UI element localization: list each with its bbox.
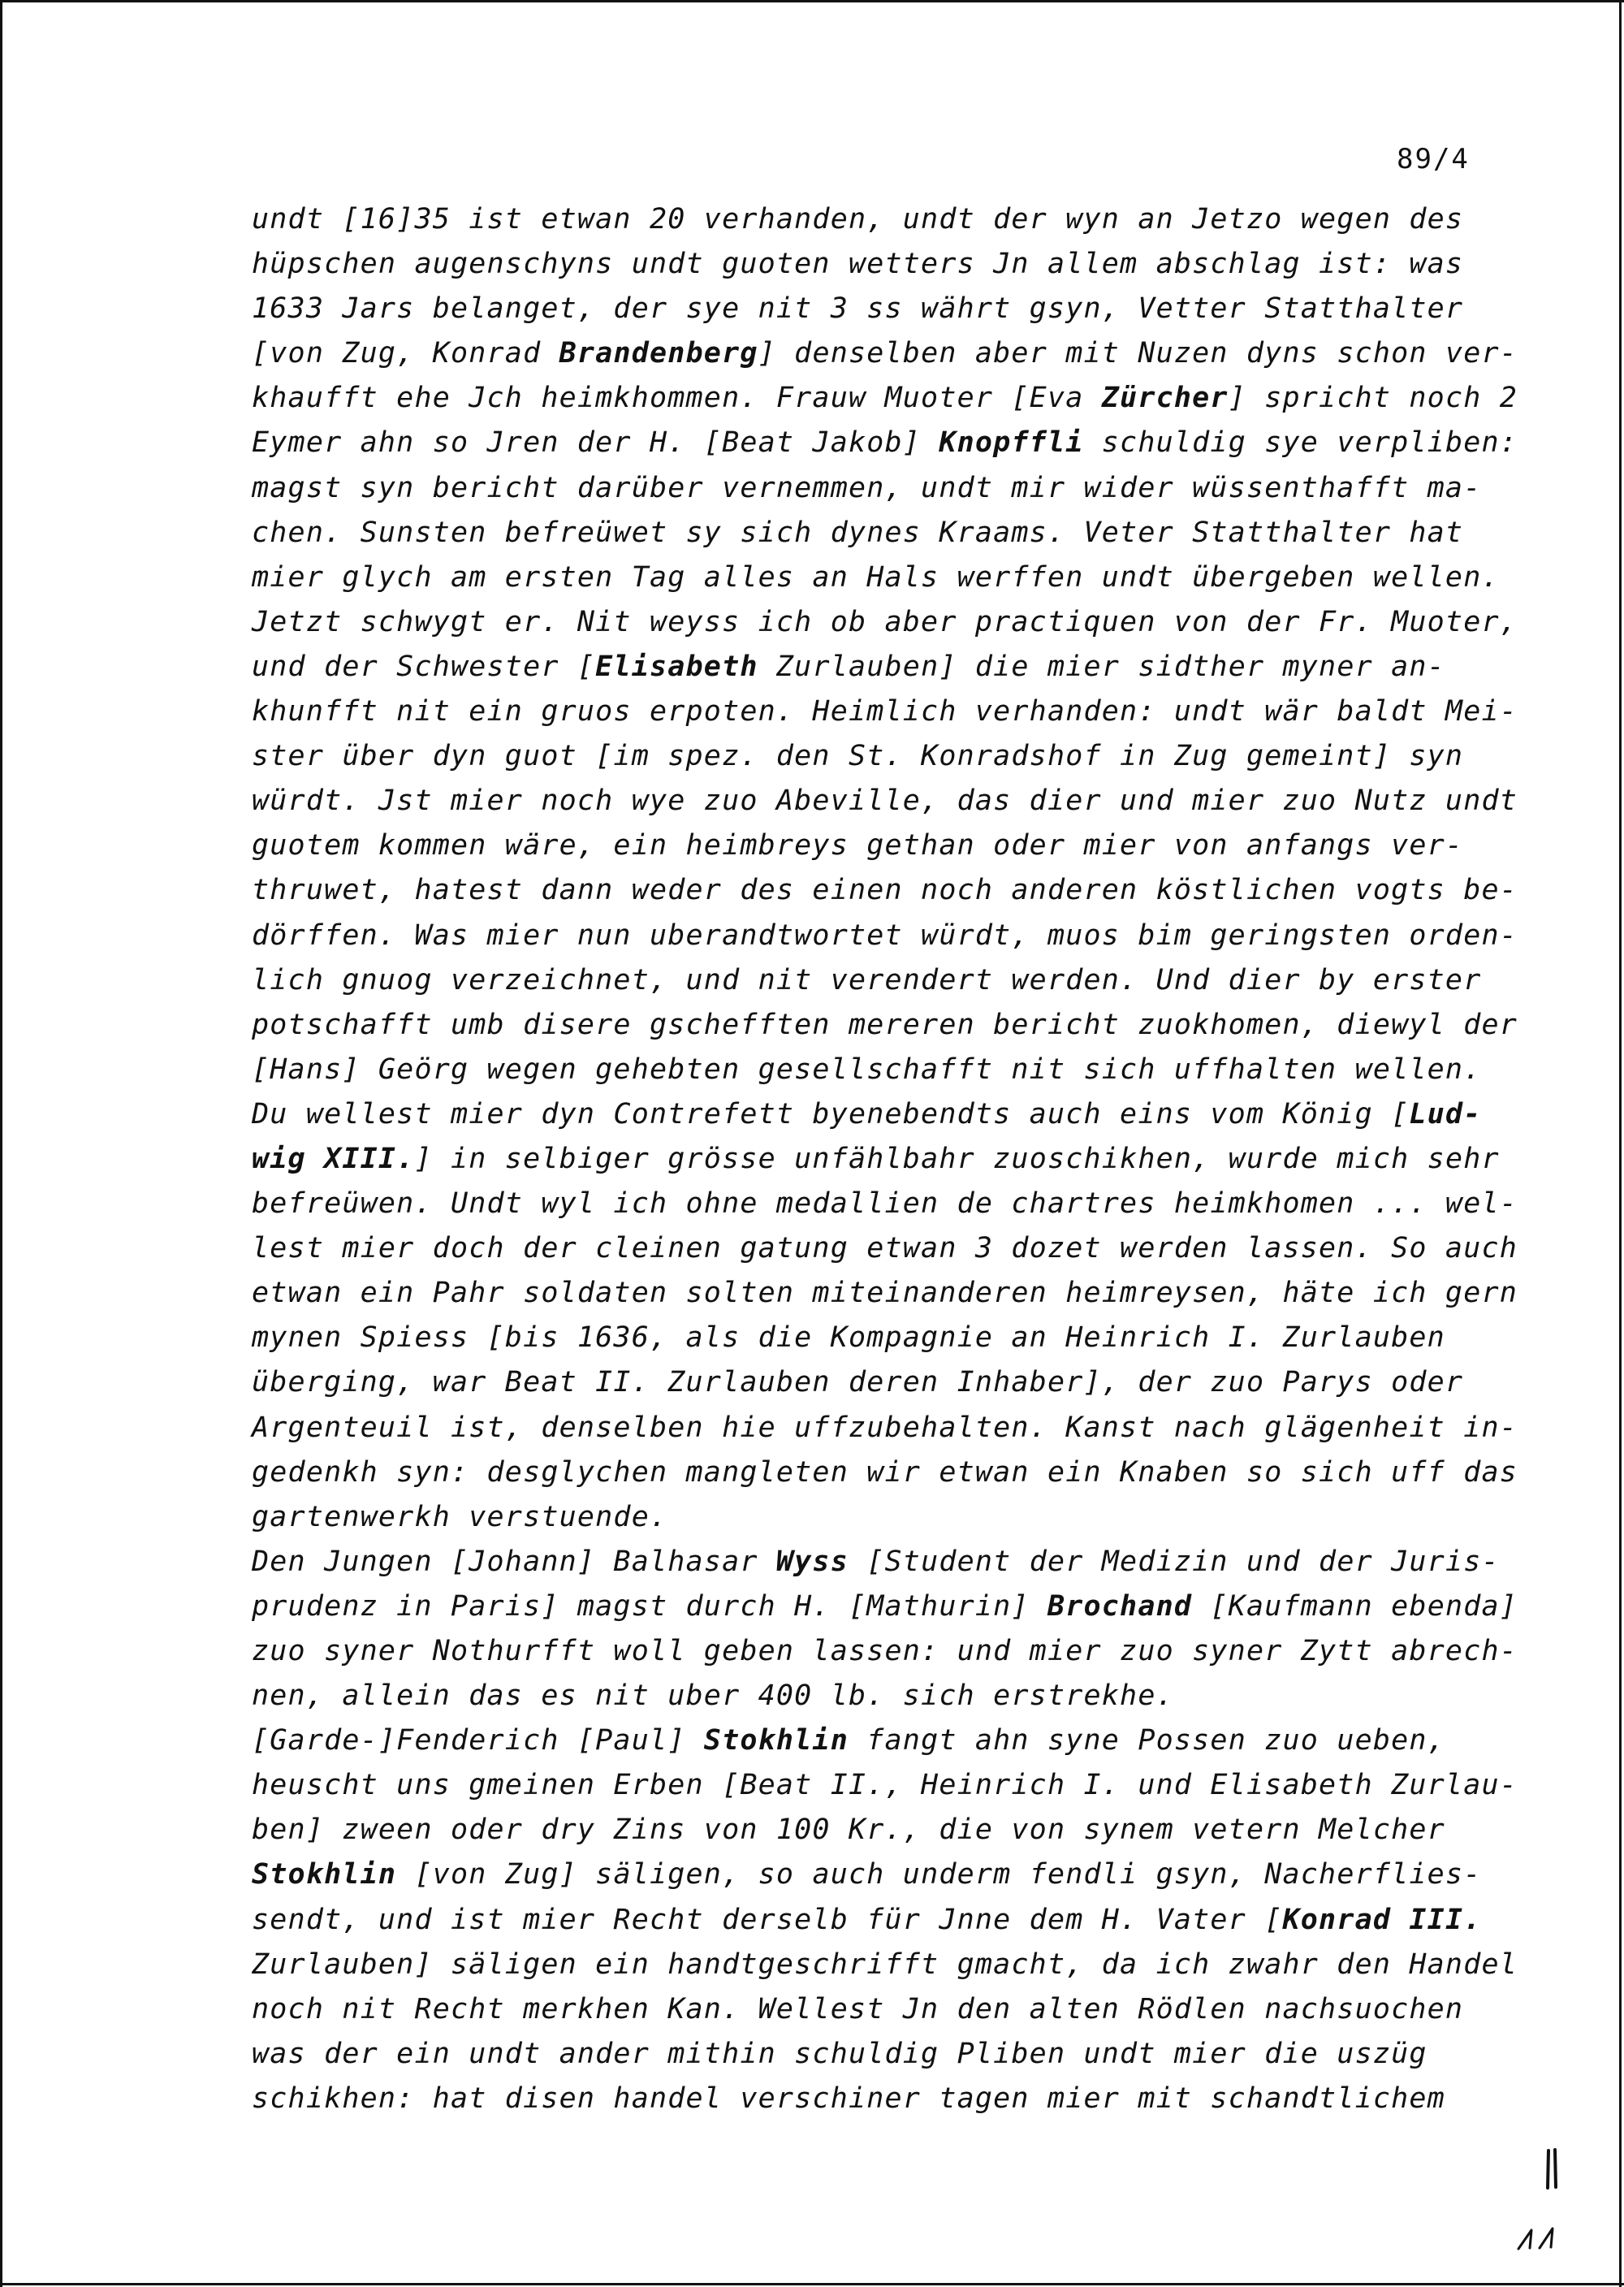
text-line (252, 1943, 1600, 1987)
text-line (252, 2032, 1600, 2077)
text-line (252, 421, 1600, 465)
marginal-double-stroke-mark (1543, 2148, 1562, 2190)
text-line (252, 376, 1600, 421)
text-run: überging, war Beat II. Zurlauben deren Inhaber], der zuo Parys oder (252, 1366, 1464, 1399)
text-run: gartenwerkh verstuende. (252, 1500, 668, 1533)
text-run: gedenkh syn: desglychen mangleten wir etwan ein Knaben so sich uff das (252, 1455, 1518, 1489)
text-run: thruwet, hatest dann weder des einen noch anderen köstlichen vogts be- (252, 874, 1518, 907)
text-line (252, 1987, 1600, 2032)
text-run: schuldig sye verpliben: (1083, 426, 1518, 460)
text-run: zuo syner Nothurfft woll geben lassen: und mier zuo syner Zytt abrech- (252, 1635, 1518, 1667)
text-run: und der Schwester [ (252, 650, 596, 683)
text-run: Zurlauben] säligen ein handtgeschrifft gmacht, da ich zwahr den Handel (252, 1948, 1518, 1981)
text-run: sendt, und ist mier Recht derselb für Jnne dem H. Vater [ (252, 1903, 1283, 1936)
text-run: khunfft nit ein gruos erpoten. Heimlich verhanden: undt wär baldt Mei- (252, 695, 1518, 728)
text-run: nen, allein das es nit uber 400 lb. sich erstrekhe. (252, 1680, 1174, 1713)
text-run: magst syn bericht darüber vernemmen, undt mir wider wüssenthafft ma- (252, 471, 1482, 504)
text-run: würdt. Jst mier noch wye zuo Abeville, das dier und mier zuo Nutz undt (252, 785, 1518, 818)
text-run: dörffen. Was mier nun uberandtwortet würdt, muos bim geringsten orden- (252, 919, 1518, 952)
text-line (252, 1182, 1600, 1226)
body-text (252, 197, 1600, 2121)
text-run: was der ein undt ander mithin schuldig Pliben undt mier die uszüg (252, 2037, 1427, 2070)
text-line (252, 331, 1600, 376)
text-run: ] in selbiger grösse unfählbahr zuoschikhen, wurde mich sehr (414, 1142, 1500, 1175)
scan-border-bottom (0, 2283, 1624, 2285)
text-run: Argenteuil ist, denselben hie uffzubehalten. Kanst nach glägenheit in- (252, 1411, 1518, 1444)
text-run: ben] zween oder dry Zins von 100 Kr., die von synem vetern Melcher (252, 1814, 1445, 1847)
text-line (252, 511, 1600, 556)
text-run: befreüwen. Undt wyl ich ohne medallien de chartres heimkhomen ... wel- (252, 1187, 1518, 1221)
text-line (252, 1763, 1600, 1808)
text-line (252, 556, 1600, 600)
text-run: 1633 Jars belanget, der sye nit 3 ss währt gsyn, Vetter Statthalter (252, 292, 1464, 326)
text-line (252, 1406, 1600, 1450)
bold-name: Lud- (1409, 1097, 1482, 1131)
text-run: [von Zug, Konrad (252, 337, 559, 370)
text-line (252, 1316, 1600, 1360)
text-run: Du wellest mier dyn Contrefett byenebendts auch eins vom König [ (252, 1097, 1410, 1131)
text-line (252, 1718, 1600, 1763)
text-line (252, 734, 1600, 779)
text-line (252, 1495, 1600, 1540)
text-run: [von Zug] säligen, so auch underm fendli gsyn, Nacherflies- (396, 1858, 1482, 1891)
text-run: potschafft umb disere gschefften mereren bericht zuokhomen, diewyl der (252, 1008, 1518, 1041)
bold-name: Elisabeth (595, 650, 758, 683)
text-run: hüpschen augenschyns undt guoten wetters Jn allem abschlag ist: was (252, 248, 1464, 281)
bold-name: Zürcher (1101, 382, 1229, 415)
text-run: heuscht uns gmeinen Erben [Beat II., Heinrich I. und Elisabeth Zurlau- (252, 1769, 1518, 1802)
text-line (252, 958, 1600, 1003)
text-run: mynen Spiess [bis 1636, als die Kompagnie an Heinrich I. Zurlauben (252, 1321, 1445, 1355)
bold-name: Brandenberg (559, 337, 758, 370)
text-line (252, 824, 1600, 868)
text-run: guotem kommen wäre, ein heimbreys gethan oder mier von anfangs ver- (252, 829, 1464, 862)
text-run: fangt ahn syne Possen zuo ueben, (848, 1724, 1445, 1757)
scan-border-left (0, 0, 2, 2287)
text-run: Eymer ahn so Jren der H. [Beat Jakob] (252, 426, 939, 460)
text-line (252, 1629, 1600, 1674)
text-line (252, 1540, 1600, 1584)
text-line (252, 690, 1600, 734)
text-run: etwan ein Pahr soldaten solten miteinanderen heimreysen, häte ich gern (252, 1277, 1518, 1310)
text-line (252, 1584, 1600, 1629)
text-line (252, 2077, 1600, 2121)
text-run: ] denselben aber mit Nuzen dyns schon ver- (758, 337, 1518, 370)
bold-name: Brochand (1047, 1589, 1193, 1623)
page-number: 89/4 (1397, 143, 1470, 175)
text-line (252, 1271, 1600, 1316)
text-line (252, 197, 1600, 242)
text-line (252, 779, 1600, 824)
text-line (252, 600, 1600, 645)
text-run: Den Jungen [Johann] Balhasar (252, 1545, 776, 1578)
text-run: [Kaufmann ebenda] (1192, 1589, 1518, 1623)
text-line (252, 1853, 1600, 1897)
bold-name: Stokhlin (703, 1724, 849, 1757)
text-run: [Garde-]Fenderich [Paul] (252, 1724, 704, 1757)
text-run: schikhen: hat disen handel verschiner tagen mier mit schandtlichem (252, 2082, 1445, 2115)
text-line (252, 645, 1600, 690)
text-line (252, 1808, 1600, 1853)
bold-name: Wyss (775, 1545, 849, 1578)
text-run: chen. Sunsten befreüwet sy sich dynes Kraams. Veter Statthalter hat (252, 516, 1464, 549)
scan-border-top (0, 0, 1624, 2)
text-line (252, 1226, 1600, 1271)
text-line (252, 1048, 1600, 1092)
bold-name: Konrad III. (1282, 1903, 1482, 1936)
text-line (252, 1450, 1600, 1495)
handwritten-folio-number (1515, 2224, 1564, 2251)
text-line (252, 1137, 1600, 1182)
text-line (252, 242, 1600, 287)
text-run: undt [16]35 ist etwan 20 verhanden, undt der wyn an Jetzo wegen des (252, 203, 1464, 236)
text-run: Zurlauben] die mier sidther myner an- (758, 650, 1445, 683)
text-run: lest mier doch der cleinen gatung etwan 3 dozet werden lassen. So auch (252, 1232, 1518, 1265)
text-run: ] spricht noch 2 (1228, 382, 1518, 415)
text-run: lich gnuog verzeichnet, und nit verendert werden. Und dier by erster (252, 963, 1482, 997)
bold-name: wig XIII. (252, 1142, 415, 1175)
text-line (252, 914, 1600, 958)
text-run: ster über dyn guot [im spez. den St. Konradshof in Zug gemeint] syn (252, 740, 1464, 773)
text-line (252, 466, 1600, 511)
text-run: noch nit Recht merkhen Kan. Wellest Jn den alten Rödlen nachsuochen (252, 1992, 1464, 2025)
scan-border-right (1619, 0, 1622, 2287)
text-run: khaufft ehe Jch heimkhommen. Frauw Muoter [Eva (252, 382, 1102, 415)
bold-name: Stokhlin (252, 1858, 397, 1891)
text-run: Jetzt schwygt er. Nit weyss ich ob aber practiquen von der Fr. Muoter, (252, 605, 1518, 638)
text-run: prudenz in Paris] magst durch H. [Mathurin] (252, 1589, 1047, 1623)
text-run: [Hans] Geörg wegen gehebten gesellschafft nit sich uffhalten wellen. (252, 1053, 1482, 1086)
text-line (252, 1674, 1600, 1718)
bold-name: Knopffli (939, 426, 1084, 460)
text-line (252, 287, 1600, 331)
text-run: mier glych am ersten Tag alles an Hals werffen undt übergeben wellen. (252, 560, 1500, 594)
text-line (252, 1092, 1600, 1137)
text-line (252, 868, 1600, 913)
text-run: [Student der Medizin und der Juris- (848, 1545, 1500, 1578)
text-line (252, 1360, 1600, 1405)
text-line (252, 1003, 1600, 1048)
text-line (252, 1898, 1600, 1943)
